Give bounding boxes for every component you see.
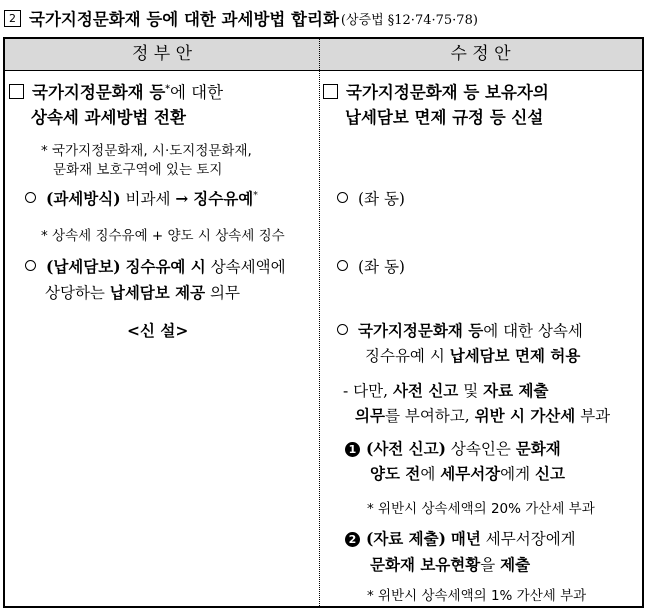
circle-bullet-icon [337, 324, 348, 335]
left-note2: * 상속세 징수유예 + 양도 시 상속세 징수 [41, 228, 285, 244]
number-1-icon: 1 [345, 442, 360, 457]
left-bullet1: (과세방식) 비과세 → 징수유예* [25, 187, 258, 209]
left-bullet2-line2: 상당하는 납세담보 제공 의무 [45, 283, 240, 302]
checkbox-square-icon [9, 84, 24, 99]
circle-bullet-icon [337, 260, 348, 271]
right-sub2-line2: 문화재 보유현황을 제출 [370, 555, 531, 574]
number-2-icon: 2 [345, 532, 360, 547]
left-note1-line2: 문화재 보호구역에 있는 토지 [53, 162, 223, 178]
checkbox-square-icon [323, 84, 338, 99]
table-header [5, 39, 642, 71]
circle-bullet-icon [25, 260, 36, 271]
left-new-label: <신 설> [127, 321, 189, 340]
right-note3: * 위반시 상속세액의 20% 가산세 부과 [367, 501, 595, 517]
section-number-box: 2 [4, 10, 21, 27]
right-sub1-line1: 1 (사전 신고) 상속인은 문화재 [345, 437, 561, 459]
right-bullet3-line1: 국가지정문화재 등에 대한 상속세 [337, 319, 583, 341]
section-title-text: 국가지정문화재 등에 대한 과세방법 합리화 [29, 10, 339, 29]
left-item1-line2: 상속세 과세방법 전환 [31, 108, 186, 127]
section-title [4, 4, 649, 32]
right-note4: * 위반시 상속세액의 1% 가산세 부과 [367, 588, 587, 604]
column-divider [319, 39, 320, 606]
right-item1-line1: 국가지정문화재 등 보유자의 [323, 79, 549, 103]
comparison-table [3, 37, 644, 608]
right-dash-line1: - 다만, 사전 신고 및 자료 제출 [343, 381, 549, 400]
right-sub1-line2: 양도 전에 세무서장에게 신고 [370, 464, 565, 483]
header-revised-proposal: 수 정 안 [450, 44, 511, 64]
right-sub2-line1: 2 (자료 제출) 매년 세무서장에게 [345, 527, 576, 549]
right-same1: (좌 동) [337, 187, 405, 209]
right-same2: (좌 동) [337, 255, 405, 277]
right-item1-line2: 납세담보 면제 규정 등 신설 [345, 108, 544, 127]
left-note1-line1: * 국가지정문화재, 시·도지정문화재, [41, 143, 252, 159]
law-reference: (상증법 §12·74·75·78) [340, 12, 478, 28]
circle-bullet-icon [25, 192, 36, 203]
header-government-proposal: 정 부 안 [131, 44, 193, 64]
right-bullet3-line2: 징수유예 시 납세담보 면제 허용 [365, 346, 581, 365]
circle-bullet-icon [337, 192, 348, 203]
left-bullet2-line1: (납세담보) 징수유예 시 상속세액에 [25, 255, 286, 277]
left-item1-line1: 국가지정문화재 등*에 대한 [9, 79, 223, 103]
right-dash-line2: 의무를 부여하고, 위반 시 가산세 부과 [355, 406, 611, 425]
